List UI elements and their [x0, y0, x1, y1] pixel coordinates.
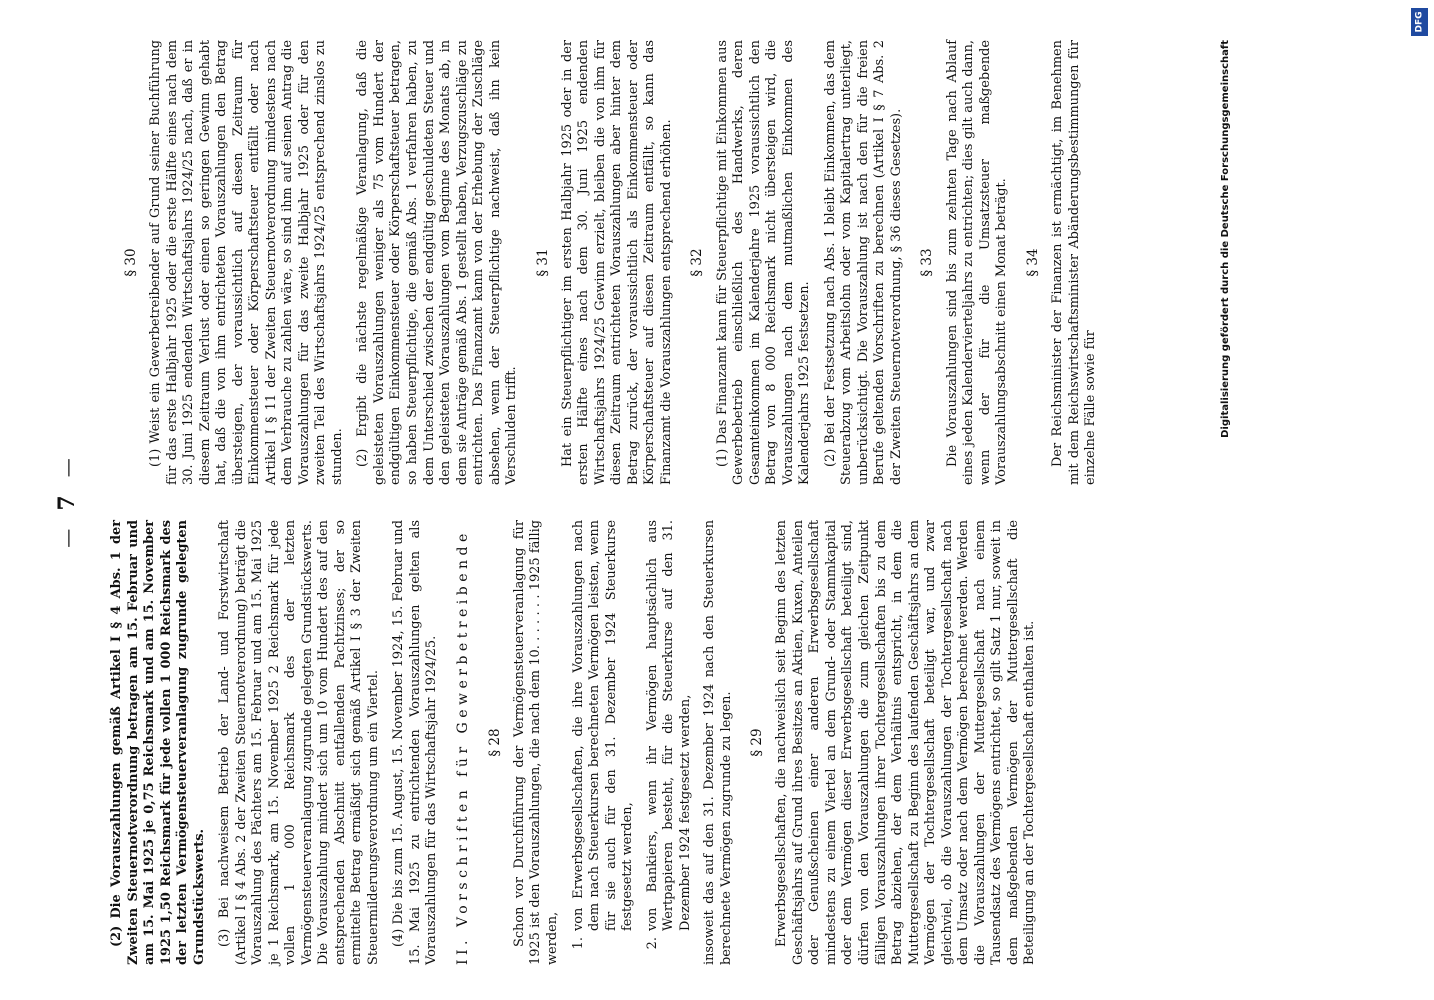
paragraph: (3) Bei nachweisem Betrieb der Land- und Forstwirtschaft (Artikel I § 4 Abs. 2 der Zweiten Steuernotverordnung) beträgt die Vorauszahlung des Pächters am 15. Februar und am 15. Mai 1925 je 1 Reichsmark, am 15. November 1925 2 Reichsmark für jede vollen 1 000 Reichsmark des der letzten Vermögensteuerveranlagung zugrunde gelegten Grundstückswerts. Die Vorauszahlung mindert sich um 10 vom Hundert des auf den entsprechenden Abschnitt entfallenden Pachtzinses; der so ermittelte Betrag ermäßigt sich gemäß Artikel I § 3 der Zweiten Steuermilderungsverordnung um ein Viertel. [217, 520, 381, 965]
list-item: 2. von Bankiers, wenn ihr Vermögen hauptsächlich aus Wertpapieren besteht, für die Steuerkurse auf den 31. Dezember 1924 festgesetzt werden, [644, 520, 693, 950]
list-item: 1. von Erwerbsgesellschaften, die ihre Vorauszahlungen nach dem nach Steuerkursen berechneten Vermögen leisten, wenn für sie auch für den 31. Dezember 1924 Steuerkurse festgesetzt werden, [570, 520, 636, 950]
paragraph: (2) Die Vorauszahlungen gemäß Artikel I § 4 Abs. 1 der Zweiten Steuernotverordnung betragen am 15. Februar und am 15. Mai 1925 je 0,75 Reichsmark und am 15. November 1925 1,50 Reichsmark für jede vollen 1 000 Reichsmark des der letzten Vermögensteuerveranlagung zugrunde gelegten Grundstückswerts. [109, 520, 207, 965]
paragraph: Die Vorauszahlungen sind bis zum zehnten Tage nach Ablauf eines jeden Kalendervierteljahrs zu entrichten; dies gilt auch dann, wenn der für die Umsatzsteuer maßgebende Vorauszahlungsabschnitt einen Monat beträgt. [944, 40, 1010, 485]
section-number: § 33 [919, 248, 936, 277]
section-number: § 31 [534, 248, 551, 277]
paragraph: (2) Ergibt die nächste regelmäßige Veranlagung, daß die geleisteten Vorauszahlungen weniger als 75 vom Hundert der endgültigen Einkommensteuer oder Körperschaftsteuer betragen, so haben Steuerpflichtige, die gemäß Abs. 1 verfahren haben, zu dem Unterschied zwischen der endgültig geschuldeten Steuer und den geleisteten Vorauszahlungen vom Beginne des Monats ab, in dem sie Anträge gemäß Abs. 1 gestellt haben, Verzugszuschläge zu entrichten. Das Finanzamt kann von der Erhebung der Zuschläge absehen, wenn der Steuerpflichtige nachweist, daß ihn kein Verschulden trifft. [355, 40, 520, 485]
section-number: § 34 [1024, 248, 1041, 277]
section-number: § 29 [749, 728, 766, 757]
section-number: § 30 [123, 248, 139, 277]
paragraph: (2) Bei der Festsetzung nach Abs. 1 bleibt Einkommen, das dem Steuerabzug vom Arbeitslohn oder vom Kapitalertrag unterliegt, unberücksichtigt. Die Vorauszahlung ist nach den für die freien Berufe geltenden Vorschriften zu berechnen (Artikel I § 7 Abs. 2 der Zweiten Steuernotverordnung, § 36 dieses Gesetzes). [822, 40, 904, 485]
right-column [109, 40, 1109, 485]
paragraph: Schon vor Durchführung der Vermögensteuerveranlagung für 1925 ist den Vorauszahlungen, die nach dem 10. . . . . . . 1925 fällig werden, [511, 520, 560, 965]
digitization-note: Digitalisierung gefördert durch die Deutsche Forschungsgemeinschaft [1220, 40, 1232, 438]
digitization-sidebar [1220, 0, 1434, 1000]
paragraph: Erwerbsgesellschaften, die nachweislich seit Beginn des letzten Geschäftsjahrs auf Grund ihres Besitzes an Aktien, Kuxen, Anteilen oder Genußscheinen einer anderen Erwerbsgesellschaft mindestens zu einem Viertel an dem Grund- oder Stammkapital oder dem Vermögen dieser Erwerbsgesellschaft beteiligt sind, dürfen von den Vorauszahlungen die zum gleichen Zeitpunkt fälligen Vorauszahlungen ihrer Tochtergesellschaften bis zu dem Betrag abziehen, der dem Verhältnis entspricht, in dem die Muttergesellschaft zu Beginn des laufenden Geschäftsjahrs an dem Vermögen der Tochtergesellschaft beteiligt war, und zwar gleichviel, ob die Vorauszahlungen der Tochtergesellschaft nach dem Umsatz oder nach dem Vermögen berechnet werden. Werden die Vorauszahlungen der Muttergesellschaft nach einem Tausendsatz des Vermögens entrichtet, so gilt Satz 1 nur, soweit in dem maßgebenden Vermögen der Muttergesellschaft die Beteiligung an der Tochtergesellschaft enthalten ist. [774, 520, 1038, 965]
document-page [37, 5, 1397, 995]
section-number: § 32 [689, 248, 706, 277]
dfg-logo: DFG [1411, 8, 1428, 36]
paragraph: Hat ein Steuerpflichtiger im ersten Halbjahr 1925 oder in der ersten Hälfte eines nach dem 30. Juni 1925 endenden Wirtschaftsjahrs 1924/25 Gewinn erzielt, bleiben die von ihm für diesen Zeitraum entrichteten Vorauszahlungen aber hinter dem Betrag zurück, der voraussichtlich als Einkommensteuer oder Körperschaftsteuer auf diesen Zeitraum entfällt, so kann das Finanzamt die Vorauszahlungen entsprechend erhöhen. [559, 40, 674, 485]
paragraph: (1) Weist ein Gewerbetreibender auf Grund seiner Buchführung für das erste Halbjahr 1925 oder die erste Hälfte eines nach dem 30. Juni 1925 endenden Wirtschaftsjahrs 1924/25 nach, daß er in diesem Zeitraum Verlust oder einen so geringen Gewinn gehabt hat, daß die von ihm entrichteten Vorauszahlungen den Betrag übersteigen, der voraussichtlich auf diesen Zeitraum für Einkommensteuer oder Körperschaftsteuer entfällt oder nach Artikel I § 11 der Zweiten Steuernotverordnung mindestens nach dem Verbrauche zu zahlen wäre, so sind ihm auf seinen Antrag die Vorauszahlungen für das zweite Halbjahr 1925 oder für den zweiten Teil des Wirtschaftsjahrs 1924/25 entsprechend zinslos zu stunden. [148, 40, 345, 485]
paragraph: Der Reichsminister der Finanzen ist ermächtigt, im Benehmen mit dem Reichswirtschaftsminister Abänderungsbestimmungen für einzelne Fälle sowie für [1050, 40, 1099, 485]
left-column [109, 520, 1048, 965]
section-number: § 28 [486, 728, 503, 757]
section-heading: II. Vorschriften für Gewerbetreibende [454, 529, 471, 965]
page-number: — 7 — [54, 452, 80, 548]
paragraph: insoweit das auf den 31. Dezember 1924 nach den Steuerkursen berechnete Vermögen zugrunde zu legen. [702, 520, 734, 965]
paragraph: (4) Die bis zum 15. August, 15. November 1924, 15. Februar und 15. Mai 1925 zu entrichtenden Vorauszahlungen gelten als Vorauszahlungen für das Wirtschaftsjahr 1924/25. [391, 520, 440, 965]
paragraph: (1) Das Finanzamt kann für Steuerpflichtige mit Einkommen aus Gewerbebetrieb einschließlich des Handwerks, deren Gesamteinkommen im Kalenderjahre 1925 voraussichtlich den Betrag von 8 000 Reichsmark nicht übersteigen wird, die Vorauszahlungen nach dem mutmaßlichen Einkommen des Kalenderjahrs 1925 festsetzen. [714, 40, 813, 485]
